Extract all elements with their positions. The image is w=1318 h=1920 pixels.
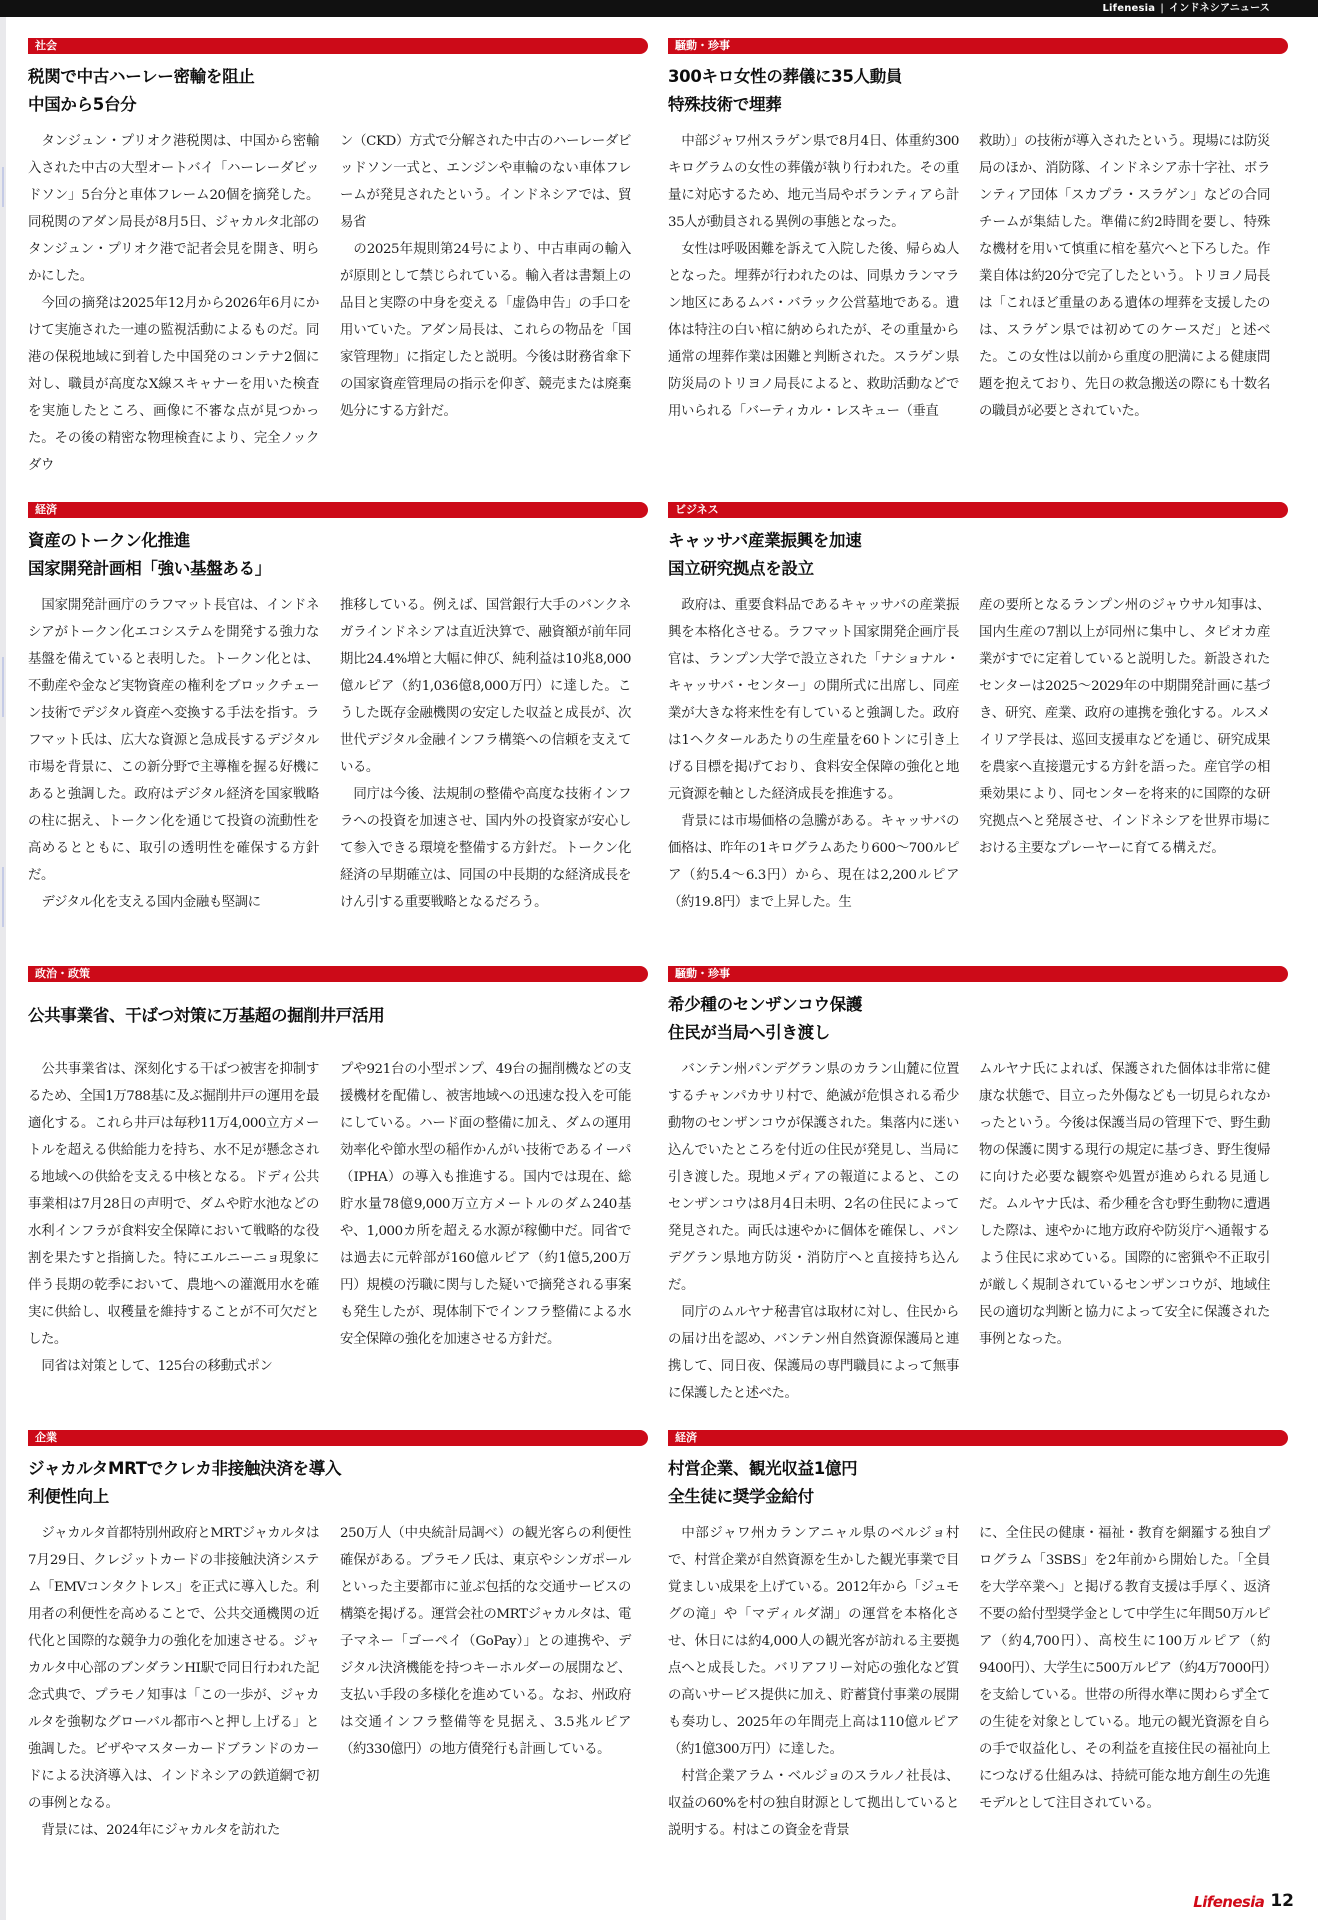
body-paragraph: 救助）」の技術が導入されたという。現場には防災局のほか、消防隊、インドネシア赤十字社、ボランティア団体「スカプラ・スラゲン」などの合同チームが集結した。準備に約2時間を要し、特殊な機材を用いて慎重に棺を墓穴へと下ろした。作業自体は約20分で完了したという。トリヨノ局長は「これほど重量のある遺体の埋葬を支援したのは、スラゲン県では初めてのケースだ」と述べた。この女性は以前から重度の肥満による健康問題を抱えており、先日の救急搬送の際にも十数名の職員が必要とされていた。	[979, 134, 1270, 419]
body-paragraph: 同庁のムルヤナ秘書官は取材に対し、住民からの届け出を認め、バンテン州自然資源保護局と連携して、同日夜、保護局の専門職員によって無事に保護したと述べた。	[668, 1305, 959, 1401]
category-bar	[28, 1430, 648, 1446]
body-column	[668, 1520, 959, 1844]
article-headline	[668, 63, 902, 119]
headline-line: 国家開発計画相「強い基盤ある」	[28, 559, 272, 578]
body-paragraph: バンテン州パンデグラン県のカラン山麓に位置するチャンパカサリ村で、絶滅が危惧される希少動物のセンザンコウが保護された。集落内に迷い込んでいたところを付近の住民が発見し、当局に引き渡した。現地メディアの報道によると、このセンザンコウは8月4日未明、2名の住民によって発見された。両氏は速やかに個体を確保し、パンデグラン県地方防災・消防庁へと直接持ち込んだ。	[668, 1062, 959, 1293]
body-paragraph: 同庁は今後、法規制の整備や高度な技術インフラへの投資を加速させ、国内外の投資家が安心して参入できる環境を整備する方針だ。トークン化経済の早期確立は、同国の中長期的な経済成長をけん引する重要戦略となるだろう。	[340, 787, 631, 910]
gutter-accent	[2, 167, 4, 207]
headline-line: 村営企業、観光収益1億円	[668, 1459, 858, 1478]
body-column	[979, 1056, 1270, 1407]
body-column	[668, 592, 959, 916]
body-paragraph: ジャカルタ首都特別州政府とMRTジャカルタは7月29日、クレジットカードの非接触決済システム「EMVコンタクトレス」を正式に導入した。利用者の利便性を高めることで、公共交通機関の近代化と国際的な競争力の強化を加速させる。ジャカルタ中心部のブンダランHI駅で同日行われた記念式典で、プラモノ知事は「この一歩が、ジャカルタを強靭なグローバル都市へと押し上げる」と強調した。ビザやマスターカードブランドのカードによる決済導入は、インドネシアの鉄道網で初の事例となる。	[28, 1526, 319, 1811]
body-column	[28, 1520, 319, 1844]
headline-line: 資産のトークン化推進	[28, 531, 191, 550]
headline-line: キャッサバ産業振興を加速	[668, 531, 862, 550]
article-headline	[28, 1455, 341, 1511]
article-body	[28, 1520, 631, 1844]
running-header	[1102, 2, 1270, 15]
headline-line: 利便性向上	[28, 1487, 110, 1506]
body-paragraph: デジタル化を支える国内金融も堅調に	[41, 895, 261, 910]
body-column	[979, 128, 1270, 425]
body-paragraph: 公共事業省は、深刻化する干ばつ被害を抑制するため、全国1万788基に及ぶ掘削井戸の運用を最適化する。これら井戸は毎秒11万4,000立方メートルを超える供給能力を持ち、水不足が懸念される地域への供給を支える中核となる。ドディ公共事業相は7月28日の声明で、ダムや貯水池などの水利インフラが食料安全保障において戦略的な役割を果たすと指摘した。特にエルニーニョ現象に伴う長期の乾季において、農地への灌漑用水を確実に供給し、収穫量を維持することが不可欠だとした。	[28, 1062, 319, 1347]
header-brand: Lifenesia	[1102, 3, 1156, 14]
body-column	[28, 592, 319, 916]
article-headline	[668, 1455, 857, 1511]
category-label: 社会	[35, 39, 57, 52]
category-label: 経済	[675, 1431, 697, 1444]
body-paragraph: 今回の摘発は2025年12月から2026年6月にかけて実施された一連の監視活動によるものだ。同港の保税地域に到着した中国発のコンテナ2個に対し、職員が高度なX線スキャナーを用いた検査を実施したところ、画像に不審な点が見つかった。その後の精密な物理検査により、完全ノックダウ	[28, 296, 319, 473]
category-bar	[668, 1430, 1288, 1446]
gutter-accent	[2, 657, 4, 717]
category-bar	[668, 502, 1288, 518]
body-column	[979, 592, 1270, 916]
category-bar	[28, 502, 648, 518]
header-separator: |	[1160, 3, 1165, 14]
body-column	[668, 1056, 959, 1407]
article-headline	[668, 527, 861, 583]
page-gutter-strip	[0, 17, 6, 1920]
page-number: 12	[1270, 1891, 1294, 1911]
headline-line: 全生徒に奨学金給付	[668, 1487, 814, 1506]
body-column	[340, 592, 631, 916]
body-paragraph: 女性は呼吸困難を訴えて入院した後、帰らぬ人となった。埋葬が行われたのは、同県カランマラン地区にあるムバ・バラック公営墓地である。遺体は特注の白い棺に納められたが、その重量から通常の埋葬作業は困難と判断された。スラゲン県防災局のトリヨノ局長によると、救助活動などで用いられる「バーティカル・レスキュー（垂直	[668, 242, 959, 419]
body-paragraph: に、全住民の健康・福祉・教育を網羅する独自プログラム「3SBS」を2年前から開始した。「全員を大学卒業へ」と掲げる教育支援は手厚く、返済不要の給付型奨学金として中学生に年間50万ルピア（約4,700円）、高校生に100万ルピア（約9400円）、大学生に500万ルピア（約4万7000円）を支給している。世帯の所得水準に関わらず全ての生徒を対象としている。地元の観光資源を自らの手で収益化し、その利益を直接住民の福祉向上につなげる仕組みは、持続可能な地方創生の先進モデルとして注目されている。	[979, 1526, 1270, 1811]
headline-line: 住民が当局へ引き渡し	[668, 1023, 831, 1042]
body-paragraph: 推移している。例えば、国営銀行大手のバンクネガラインドネシアは直近決算で、融資額が前年同期比24.4%増と大幅に伸び、純利益は10兆8,000億ルピア（約1,036億8,000万円）に達した。こうした既存金融機関の安定した収益と成長が、次世代デジタル金融インフラ構築への信頼を支えている。	[340, 598, 631, 775]
body-paragraph: タンジュン・プリオク港税関は、中国から密輸入された中古の大型オートバイ「ハーレーダビッドソン」5台分と車体フレーム20個を摘発した。同税関のアダン局長が8月5日、ジャカルタ北部のタンジュン・プリオク港で記者会見を開き、明らかにした。	[28, 134, 319, 284]
body-paragraph: 中部ジャワ州カランアニャル県のベルジョ村で、村営企業が自然資源を生かした観光事業で目覚ましい成果を上げている。2012年から「ジュモグの滝」や「マディルダ湖」の運営を本格化させ、休日には約4,000人の観光客が訪れる主要拠点へと成長した。バリアフリー対応の強化など質の高いサービス提供に加え、貯蓄貸付事業の展開も奏功し、2025年の年間売上高は110億ルピア（約1億300万円）に達した。	[668, 1526, 959, 1757]
body-paragraph: 背景には市場価格の急騰がある。キャッサバの価格は、昨年の1キログラムあたり600～700ルピア（約5.4～6.3円）から、現在は2,200ルピア（約19.8円）まで上昇した。生	[668, 814, 959, 910]
headline-line: 税関で中古ハーレー密輸を阻止	[28, 67, 255, 86]
category-label: 企業	[35, 1431, 57, 1444]
body-column	[340, 128, 631, 479]
page-header-bar	[0, 0, 1318, 17]
headline-line: ジャカルタMRTでクレカ非接触決済を導入	[28, 1459, 342, 1478]
article-body	[28, 128, 631, 479]
headline-line: 公共事業省、干ばつ対策に万基超の掘削井戸活用	[28, 1006, 385, 1025]
body-paragraph: 村営企業アラム・ベルジョのスラルノ社長は、収益の60%を村の独自財源として拠出していると説明する。村はこの資金を背景	[668, 1769, 959, 1838]
article-body	[28, 1056, 631, 1380]
body-column	[340, 1520, 631, 1844]
category-label: 経済	[35, 503, 57, 516]
category-bar	[668, 966, 1288, 982]
body-paragraph: 中部ジャワ州スラゲン県で8月4日、体重約300キログラムの女性の葬儀が執り行われた。その重量に対応するため、地元当局やボランティアら計35人が動員される異例の事態となった。	[668, 134, 959, 230]
category-bar	[28, 966, 648, 982]
footer-logo: Lifenesia	[1193, 1893, 1265, 1911]
body-paragraph: 産の要所となるランプン州のジャウサル知事は、国内生産の7割以上が同州に集中し、タピオカ産業がすでに定着していると説明した。新設されたセンターは2025～2029年の中期開発計画に基づき、研究、産業、政府の連携を強化する。ルスメイリア学長は、巡回支援車などを通じ、研究成果を農家へ直接還元する方針を語った。産官学の相乗効果により、同センターを将来的に国際的な研究拠点へと発展させ、インドネシアを世界市場における主要なプレーヤーに育てる構えだ。	[979, 598, 1270, 856]
category-bar	[28, 38, 648, 54]
article-body	[28, 592, 631, 916]
page-footer	[1193, 1891, 1294, 1911]
body-paragraph: ムルヤナ氏によれば、保護された個体は非常に健康な状態で、目立った外傷なども一切見られなかったという。今後は保護当局の管理下で、野生動物の保護に関する現行の規定に基づき、野生復帰に向けた必要な観察や処置が進められる見通しだ。ムルヤナ氏は、希少種を含む野生動物に遭遇した際は、速やかに地方政府や防災庁へ通報するよう住民に求めている。国際的に密猟や不正取引が厳しく規制されているセンザンコウが、地域住民の適切な判断と協力によって安全に保護された事例となった。	[979, 1062, 1270, 1347]
headline-line: 国立研究拠点を設立	[668, 559, 814, 578]
header-section: インドネシアニュース	[1169, 3, 1270, 14]
body-paragraph: 250万人（中央統計局調べ）の観光客らの利便性確保がある。プラモノ氏は、東京やシンガポールといった主要都市に並ぶ包括的な交通サービスの構築を掲げる。運営会社のMRTジャカルタは、電子マネー「ゴーペイ（GoPay）」との連携や、デジタル決済機能を持つキーホルダーの展開など、支払い手段の多様化を進めている。なお、州政府は交通インフラ整備等を見据え、3.5兆ルピア（約330億円）の地方債発行も計画している。	[340, 1526, 631, 1757]
headline-line: 中国から5台分	[28, 95, 137, 114]
article-body	[668, 128, 1270, 425]
article-headline	[28, 527, 271, 583]
category-bar	[668, 38, 1288, 54]
article-body	[668, 1520, 1270, 1844]
body-paragraph: 国家開発計画庁のラフマット長官は、インドネシアがトークン化エコシステムを開発する強力な基盤を備えていると表明した。トークン化とは、不動産や金など実物資産の権利をブロックチェーン技術でデジタル資産へ変換する手法を指す。ラフマット氏は、広大な資源と急成長するデジタル市場を背景に、この新分野で主導権を握る好機にあると強調した。政府はデジタル経済を国家戦略の柱に据え、トークン化を通じて投資の流動性を高めるとともに、取引の透明性を確保する方針だ。	[28, 598, 319, 883]
category-label: 政治・政策	[35, 967, 90, 980]
body-column	[28, 128, 319, 479]
body-paragraph: 背景には、2024年にジャカルタを訪れた	[41, 1823, 280, 1838]
gutter-accent	[2, 867, 4, 927]
article-headline	[28, 63, 254, 119]
article-body	[668, 1056, 1270, 1407]
body-column	[979, 1520, 1270, 1844]
headline-line: 300キロ女性の葬儀に35人動員	[668, 67, 903, 86]
category-label: ビジネス	[675, 503, 719, 516]
headline-line: 希少種のセンザンコウ保護	[668, 995, 863, 1014]
body-paragraph: ン（CKD）方式で分解された中古のハーレーダビッドソン一式と、エンジンや車輪のない車体フレームが発見されたという。インドネシアでは、貿易省	[340, 134, 631, 230]
body-paragraph: 政府は、重要食料品であるキャッサバの産業振興を本格化させる。ラフマット国家開発企画庁長官は、ランプン大学で設立された「ナショナル・キャッサバ・センター」の開所式に出席し、同産業が大きな将来性を有していると強調した。政府は1ヘクタールあたりの生産量を60トンに引き上げる目標を掲げており、食料安全保障の強化と地元資源を軸とした経済成長を推進する。	[668, 598, 959, 802]
category-label: 騒動・珍事	[675, 967, 730, 980]
body-column	[340, 1056, 631, 1380]
category-label: 騒動・珍事	[675, 39, 730, 52]
article-body	[668, 592, 1270, 916]
body-column	[668, 128, 959, 425]
body-paragraph: 同省は対策として、125台の移動式ポン	[41, 1359, 273, 1374]
article-headline	[668, 991, 862, 1047]
body-paragraph: プや921台の小型ポンプ、49台の掘削機などの支援機材を配備し、被害地域への迅速な投入を可能にしている。ハード面の整備に加え、ダムの運用効率化や節水型の稲作かんがい技術であるイーパ（IPHA）の導入も推進する。国内では現在、総貯水量78億9,000万立方メートルのダム240基や、1,000カ所を超える水源が稼働中だ。同省では過去に元幹部が160億ルピア（約1億5,200万円）規模の汚職に関与した疑いで摘発される事案も発生したが、現体制下でインフラ整備による水安全保障の強化を加速させる方針だ。	[340, 1062, 631, 1347]
headline-line: 特殊技術で埋葬	[668, 95, 782, 114]
body-paragraph: の2025年規則第24号により、中古車両の輸入が原則として禁じられている。輸入者は書類上の品目と実際の中身を変える「虚偽申告」の手口を用いていた。アダン局長は、これらの物品を「国家管理物」に指定したと説明。今後は財務省傘下の国家資産管理局の指示を仰ぎ、競売または廃棄処分にする方針だ。	[340, 242, 631, 419]
body-column	[28, 1056, 319, 1380]
article-headline	[28, 1002, 384, 1030]
